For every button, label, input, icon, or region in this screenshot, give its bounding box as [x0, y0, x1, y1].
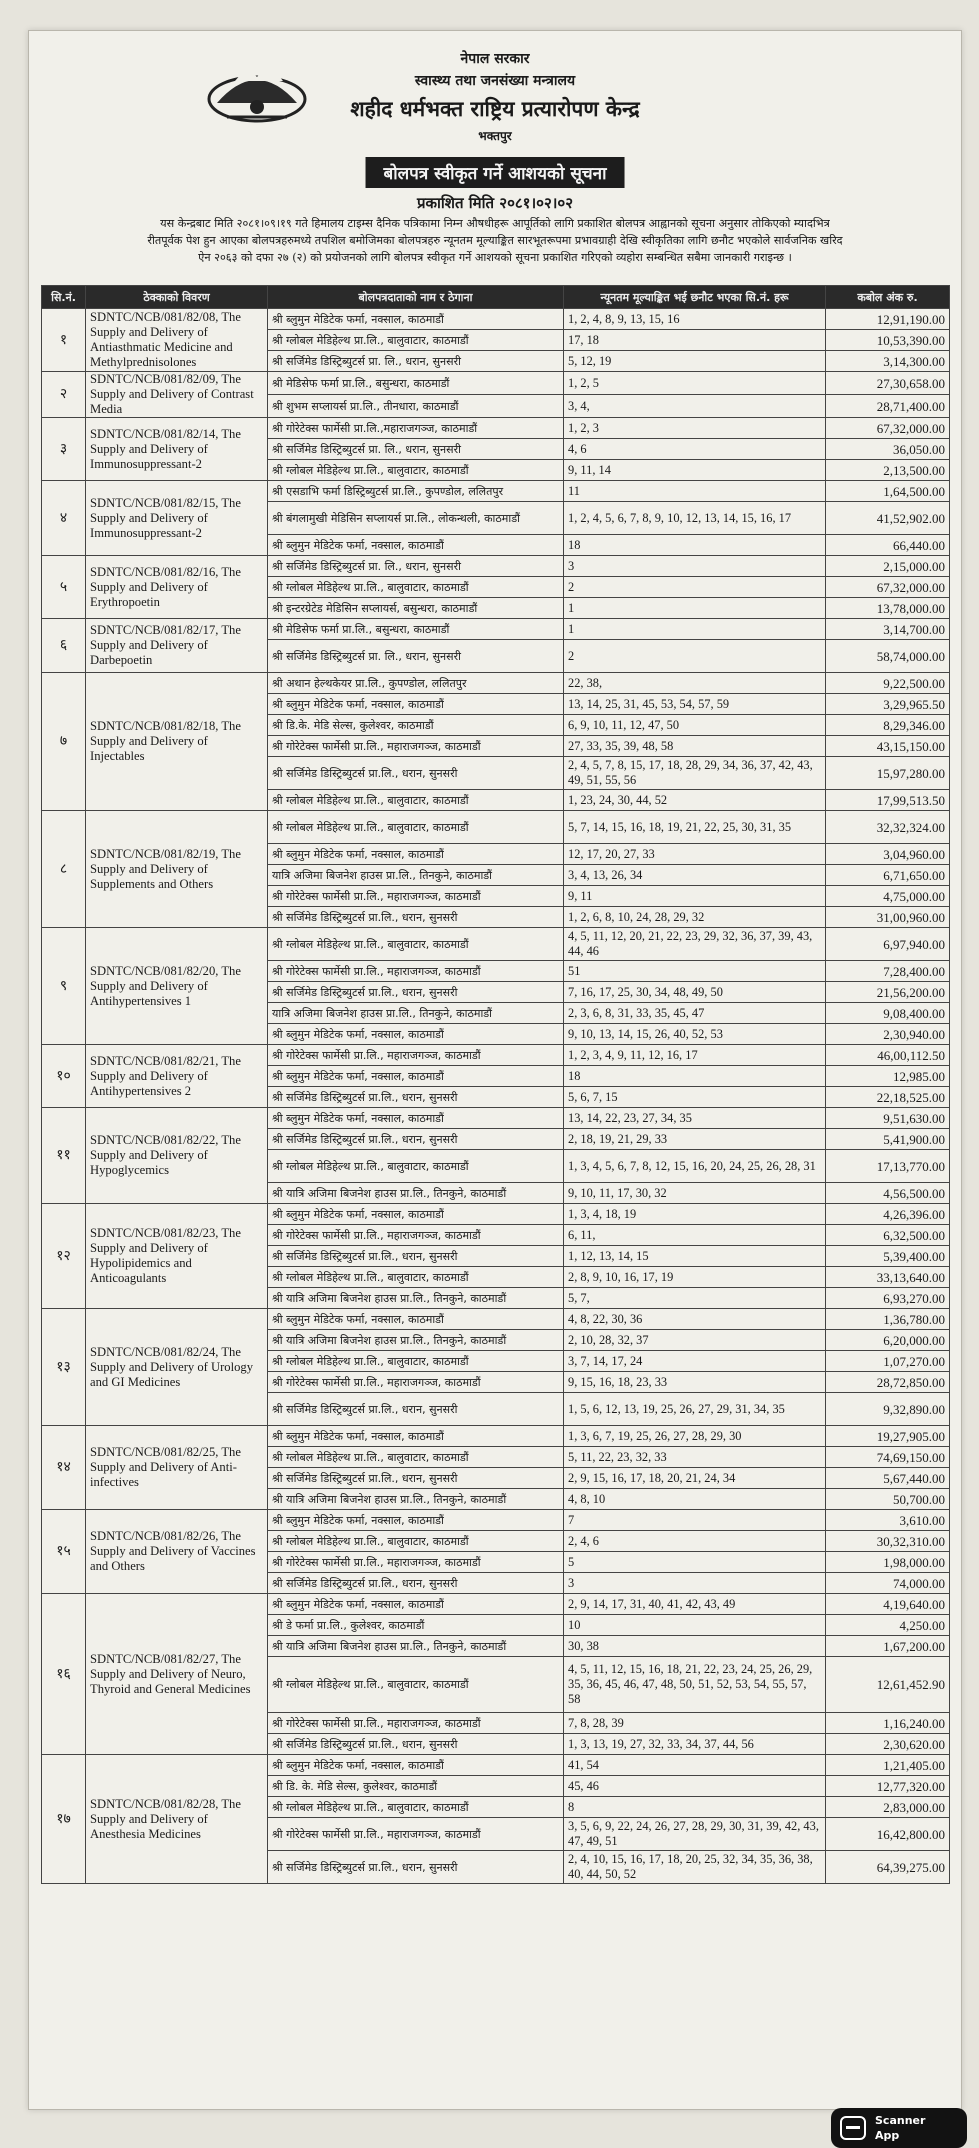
selected-items-cell: 18 — [564, 1066, 826, 1087]
serial-number-cell: ८ — [42, 811, 86, 928]
selected-items-cell: 2, 18, 19, 21, 29, 33 — [564, 1129, 826, 1150]
bidder-name-cell: श्री गोरेटेक्स फार्मेसी प्रा.लि., महाराजगञ्ज, काठमाडौं — [268, 1818, 564, 1851]
bid-amount-cell: 1,21,405.00 — [826, 1755, 950, 1776]
serial-number-cell: २ — [42, 372, 86, 418]
bidder-name-cell: श्री डि. के. मेडि सेल्स, कुलेश्वर, काठमाडौं — [268, 1776, 564, 1797]
bid-amount-cell: 2,83,000.00 — [826, 1797, 950, 1818]
bidder-name-cell: श्री यात्रि अजिमा बिजनेश हाउस प्रा.लि., तिनकुने, काठमाडौं — [268, 1330, 564, 1351]
bidder-name-cell: श्री गोरेटेक्स फार्मेसी प्रा.लि., महाराजगञ्ज, काठमाडौं — [268, 1225, 564, 1246]
serial-number-cell: ७ — [42, 673, 86, 811]
bid-amount-cell: 6,20,000.00 — [826, 1330, 950, 1351]
selected-items-cell: 2, 9, 15, 16, 17, 18, 20, 21, 24, 34 — [564, 1468, 826, 1489]
bid-amount-cell: 28,71,400.00 — [826, 395, 950, 418]
bidder-name-cell: श्री सर्जिमेड डिस्ट्रिब्युटर्स प्रा.लि., धरान, सुनसरी — [268, 982, 564, 1003]
table-body — [42, 309, 950, 1884]
contract-description-cell: SDNTC/NCB/081/82/08, The Supply and Delivery of Antiasthmatic Medicine and Methylprednisolones — [86, 309, 268, 372]
bidder-name-cell: श्री ग्लोबल मेडिहेल्थ प्रा.लि., बालुवाटार, काठमाडौं — [268, 1267, 564, 1288]
table-row — [42, 811, 950, 844]
selected-items-cell: 18 — [564, 535, 826, 556]
contract-description-cell: SDNTC/NCB/081/82/28, The Supply and Delivery of Anesthesia Medicines — [86, 1755, 268, 1884]
selected-items-cell: 1, 3, 4, 5, 6, 7, 8, 12, 15, 16, 20, 24, 25, 26, 28, 31 — [564, 1150, 826, 1183]
bidder-name-cell: श्री सर्जिमेड डिस्ट्रिब्युटर्स प्रा.लि., धरान, सुनसरी — [268, 1393, 564, 1426]
table-row — [42, 481, 950, 502]
bid-amount-cell: 6,97,940.00 — [826, 928, 950, 961]
col-header-bidder: बोलपत्रदाताको नाम र ठेगाना — [268, 286, 564, 309]
selected-items-cell: 5, 11, 22, 23, 32, 33 — [564, 1447, 826, 1468]
selected-items-cell: 30, 38 — [564, 1636, 826, 1657]
bidder-name-cell: श्री यात्रि अजिमा बिजनेश हाउस प्रा.लि., तिनकुने, काठमाडौं — [268, 1636, 564, 1657]
intro-line: रीतपूर्वक पेश हुन आएका बोलपत्रहरुमध्ये तपशिल बमोजिमका बोलपत्रहरु न्यूनतम मूल्याङ्कित सारभूतरूपमा प्रभावग्राही देखि स्वीकृतिका लागि छनौट भएकोले सार्वजनिक खरिद — [147, 234, 843, 247]
notice-title-banner: बोलपत्र स्वीकृत गर्ने आशयको सूचना — [366, 157, 625, 188]
bidder-name-cell: श्री इन्टरग्रेटेड मेडिसिन सप्लायर्स, बसुन्धरा, काठमाडौं — [268, 598, 564, 619]
bidder-name-cell: यात्रि अजिमा बिजनेश हाउस प्रा.लि., तिनकुने, काठमाडौं — [268, 865, 564, 886]
selected-items-cell: 2, 4, 5, 7, 8, 15, 17, 18, 28, 29, 34, 36, 37, 42, 43, 49, 51, 55, 56 — [564, 757, 826, 790]
bid-amount-cell: 6,71,650.00 — [826, 865, 950, 886]
selected-items-cell: 7 — [564, 1510, 826, 1531]
bid-amount-cell: 19,27,905.00 — [826, 1426, 950, 1447]
contract-description-cell: SDNTC/NCB/081/82/27, The Supply and Delivery of Neuro, Thyroid and General Medicines — [86, 1594, 268, 1755]
bid-amount-cell: 43,15,150.00 — [826, 736, 950, 757]
bid-amount-cell: 3,610.00 — [826, 1510, 950, 1531]
bid-amount-cell: 8,29,346.00 — [826, 715, 950, 736]
bid-amount-cell: 41,52,902.00 — [826, 502, 950, 535]
table-row — [42, 372, 950, 395]
selected-items-cell: 9, 10, 13, 14, 15, 26, 40, 52, 53 — [564, 1024, 826, 1045]
selected-items-cell: 6, 9, 10, 11, 12, 47, 50 — [564, 715, 826, 736]
bidder-name-cell: श्री ब्लुमुन मेडिटेक फर्मा, नक्साल, काठमाडौं — [268, 1309, 564, 1330]
selected-items-cell: 9, 11 — [564, 886, 826, 907]
bid-amount-cell: 3,14,700.00 — [826, 619, 950, 640]
contract-description-cell: SDNTC/NCB/081/82/19, The Supply and Delivery of Supplements and Others — [86, 811, 268, 928]
bidder-name-cell: श्री गोरेटेक्स फार्मेसी प्रा.लि., महाराजगञ्ज, काठमाडौं — [268, 1372, 564, 1393]
bidder-name-cell: श्री ब्लुमुन मेडिटेक फर्मा, नक्साल, काठमाडौं — [268, 694, 564, 715]
award-table — [41, 285, 950, 1884]
selected-items-cell: 2, 4, 10, 15, 16, 17, 18, 20, 25, 32, 34, 35, 36, 38, 40, 44, 50, 52 — [564, 1851, 826, 1884]
selected-items-cell: 1, 3, 13, 19, 27, 32, 33, 34, 37, 44, 56 — [564, 1734, 826, 1755]
contract-description-cell: SDNTC/NCB/081/82/24, The Supply and Delivery of Urology and GI Medicines — [86, 1309, 268, 1426]
bid-amount-cell: 1,64,500.00 — [826, 481, 950, 502]
selected-items-cell: 1, 23, 24, 30, 44, 52 — [564, 790, 826, 811]
bidder-name-cell: श्री ब्लुमुन मेडिटेक फर्मा, नक्साल, काठमाडौं — [268, 1024, 564, 1045]
bidder-name-cell: श्री सर्जिमेड डिस्ट्रिब्युटर्स प्रा.लि., धरान, सुनसरी — [268, 1851, 564, 1884]
bid-amount-cell: 9,08,400.00 — [826, 1003, 950, 1024]
bidder-name-cell: श्री ब्लुमुन मेडिटेक फर्मा, नक्साल, काठमाडौं — [268, 535, 564, 556]
bid-amount-cell: 4,75,000.00 — [826, 886, 950, 907]
bid-amount-cell: 74,69,150.00 — [826, 1447, 950, 1468]
bid-amount-cell: 27,30,658.00 — [826, 372, 950, 395]
bidder-name-cell: श्री गोरेटेक्स फार्मेसी प्रा.लि., महाराजगञ्ज, काठमाडौं — [268, 1713, 564, 1734]
table-row — [42, 928, 950, 961]
bid-amount-cell: 1,67,200.00 — [826, 1636, 950, 1657]
table-row — [42, 1594, 950, 1615]
selected-items-cell: 5 — [564, 1552, 826, 1573]
bidder-name-cell: श्री सर्जिमेड डिस्ट्रिब्युटर्स प्रा.लि., धरान, सुनसरी — [268, 757, 564, 790]
bidder-name-cell: श्री गोरेटेक्स फार्मेसी प्रा.लि., महाराजगञ्ज, काठमाडौं — [268, 961, 564, 982]
serial-number-cell: १२ — [42, 1204, 86, 1309]
bid-amount-cell: 1,36,780.00 — [826, 1309, 950, 1330]
selected-items-cell: 2, 8, 9, 10, 16, 17, 19 — [564, 1267, 826, 1288]
bidder-name-cell: श्री ग्लोबल मेडिहेल्थ प्रा.लि., बालुवाटार, काठमाडौं — [268, 790, 564, 811]
table-row — [42, 673, 950, 694]
bidder-name-cell: श्री डि.के. मेडि सेल्स, कुलेश्वर, काठमाडौं — [268, 715, 564, 736]
publish-date: प्रकाशित मिति २०८१।०२।०२ — [416, 194, 574, 212]
bid-amount-cell: 17,99,513.50 — [826, 790, 950, 811]
selected-items-cell: 3, 4, — [564, 395, 826, 418]
bid-amount-cell: 7,28,400.00 — [826, 961, 950, 982]
bid-amount-cell: 12,61,452.90 — [826, 1657, 950, 1713]
contract-description-cell: SDNTC/NCB/081/82/17, The Supply and Delivery of Darbepoetin — [86, 619, 268, 673]
selected-items-cell: 13, 14, 25, 31, 45, 53, 54, 57, 59 — [564, 694, 826, 715]
selected-items-cell: 1, 2, 5 — [564, 372, 826, 395]
serial-number-cell: ९ — [42, 928, 86, 1045]
selected-items-cell: 7, 16, 17, 25, 30, 34, 48, 49, 50 — [564, 982, 826, 1003]
selected-items-cell: 3 — [564, 1573, 826, 1594]
bid-amount-cell: 12,985.00 — [826, 1066, 950, 1087]
bidder-name-cell: श्री गोरेटेक्स फार्मेसी प्रा.लि., महाराजगञ्ज, काठमाडौं — [268, 736, 564, 757]
bid-amount-cell: 31,00,960.00 — [826, 907, 950, 928]
serial-number-cell: १३ — [42, 1309, 86, 1426]
bidder-name-cell: श्री यात्रि अजिमा बिजनेश हाउस प्रा.लि., तिनकुने, काठमाडौं — [268, 1183, 564, 1204]
col-header-contract: ठेक्काको विवरण — [86, 286, 268, 309]
selected-items-cell: 1, 5, 6, 12, 13, 19, 25, 26, 27, 29, 31, 34, 35 — [564, 1393, 826, 1426]
selected-items-cell: 6, 11, — [564, 1225, 826, 1246]
table-row — [42, 1204, 950, 1225]
bid-amount-cell: 33,13,640.00 — [826, 1267, 950, 1288]
serial-number-cell: ६ — [42, 619, 86, 673]
office-name: शहीद धर्मभक्त राष्ट्रिय प्रत्यारोपण केन्द्र — [350, 96, 640, 121]
bidder-name-cell: श्री सर्जिमेड डिस्ट्रिब्युटर्स प्रा.लि., धरान, सुनसरी — [268, 1468, 564, 1489]
col-header-items: न्यूनतम मूल्याङ्कित भई छनौट भएका सि.नं. हरू — [564, 286, 826, 309]
selected-items-cell: 3, 5, 6, 9, 22, 24, 26, 27, 28, 29, 30, 31, 39, 42, 43, 47, 49, 51 — [564, 1818, 826, 1851]
selected-items-cell: 9, 11, 14 — [564, 460, 826, 481]
contract-description-cell: SDNTC/NCB/081/82/26, The Supply and Delivery of Vaccines and Others — [86, 1510, 268, 1594]
bid-amount-cell: 36,050.00 — [826, 439, 950, 460]
selected-items-cell: 3, 4, 13, 26, 34 — [564, 865, 826, 886]
intro-line: ऐन २०६३ को दफा २७ (२) को प्रयोजनको लागि बोलपत्र स्वीकृत गर्ने आशयको सूचना प्रकाशित गरिएको व्यहोरा सम्बन्धित सबैमा जानकारी गराइन्छ । — [198, 251, 792, 264]
bidder-name-cell: श्री ग्लोबल मेडिहेल्थ प्रा.लि., बालुवाटार, काठमाडौं — [268, 1531, 564, 1552]
contract-description-cell: SDNTC/NCB/081/82/14, The Supply and Delivery of Immunosuppressant-2 — [86, 418, 268, 481]
bidder-name-cell: श्री सर्जिमेड डिस्ट्रिब्युटर्स प्रा. लि., धरान, सुनसरी — [268, 640, 564, 673]
selected-items-cell: 5, 7, — [564, 1288, 826, 1309]
bid-amount-cell: 1,07,270.00 — [826, 1351, 950, 1372]
bidder-name-cell: श्री सर्जिमेड डिस्ट्रिब्युटर्स प्रा.लि., धरान, सुनसरी — [268, 1129, 564, 1150]
bid-amount-cell: 67,32,000.00 — [826, 577, 950, 598]
serial-number-cell: १७ — [42, 1755, 86, 1884]
bidder-name-cell: श्री गोरेटेक्स फार्मेसी प्रा.लि., महाराजगञ्ज, काठमाडौं — [268, 1552, 564, 1573]
bid-amount-cell: 67,32,000.00 — [826, 418, 950, 439]
selected-items-cell: 51 — [564, 961, 826, 982]
bid-amount-cell: 16,42,800.00 — [826, 1818, 950, 1851]
selected-items-cell: 8 — [564, 1797, 826, 1818]
contract-description-cell: SDNTC/NCB/081/82/16, The Supply and Delivery of Erythropoetin — [86, 556, 268, 619]
selected-items-cell: 5, 12, 19 — [564, 351, 826, 372]
bidder-name-cell: श्री ग्लोबल मेडिहेल्थ प्रा.लि., बालुवाटार, काठमाडौं — [268, 1447, 564, 1468]
bidder-name-cell: श्री शुभम सप्लायर्स प्रा.लि., तीनधारा, काठमाडौं — [268, 395, 564, 418]
bid-amount-cell: 12,91,190.00 — [826, 309, 950, 330]
bid-amount-cell: 3,14,300.00 — [826, 351, 950, 372]
selected-items-cell: 17, 18 — [564, 330, 826, 351]
bid-amount-cell: 4,19,640.00 — [826, 1594, 950, 1615]
bidder-name-cell: श्री सर्जिमेड डिस्ट्रिब्युटर्स प्रा. लि., धरान, सुनसरी — [268, 439, 564, 460]
bidder-name-cell: श्री ब्लुमुन मेडिटेक फर्मा, नक्साल, काठमाडौं — [268, 1066, 564, 1087]
contract-description-cell: SDNTC/NCB/081/82/15, The Supply and Delivery of Immunosuppressant-2 — [86, 481, 268, 556]
bid-amount-cell: 4,26,396.00 — [826, 1204, 950, 1225]
bidder-name-cell: श्री ब्लुमुन मेडिटेक फर्मा, नक्साल, काठमाडौं — [268, 309, 564, 330]
bidder-name-cell: श्री अथान हेल्थकेयर प्रा.लि., कुपण्डोल, ललितपुर — [268, 673, 564, 694]
bid-amount-cell: 1,98,000.00 — [826, 1552, 950, 1573]
bid-amount-cell: 13,78,000.00 — [826, 598, 950, 619]
bidder-name-cell: श्री सर्जिमेड डिस्ट्रिब्युटर्स प्रा.लि., धरान, सुनसरी — [268, 1573, 564, 1594]
selected-items-cell: 2, 3, 6, 8, 31, 33, 35, 45, 47 — [564, 1003, 826, 1024]
selected-items-cell: 4, 8, 10 — [564, 1489, 826, 1510]
ministry-name: स्वास्थ्य तथा जनसंख्या मन्त्रालय — [414, 73, 576, 89]
bidder-name-cell: श्री गोरेटेक्स फार्मेसी प्रा.लि.,महाराजगञ्ज, काठमाडौं — [268, 418, 564, 439]
selected-items-cell: 11 — [564, 481, 826, 502]
bid-amount-cell: 5,67,440.00 — [826, 1468, 950, 1489]
selected-items-cell: 12, 17, 20, 27, 33 — [564, 844, 826, 865]
selected-items-cell: 3 — [564, 556, 826, 577]
bidder-name-cell: श्री ग्लोबल मेडिहेल्थ प्रा.लि., बालुवाटार, काठमाडौं — [268, 1351, 564, 1372]
bid-amount-cell: 28,72,850.00 — [826, 1372, 950, 1393]
intro-line: यस केन्द्रबाट मिति २०८१।०९।१९ गते हिमालय टाइम्स दैनिक पत्रिकामा निम्न औषधीहरू आपूर्तिको लागि प्रकाशित बोलपत्र आह्वानको सूचना अनुसार तोकिएको म्यादभित्र — [160, 217, 830, 230]
selected-items-cell: 2, 10, 28, 32, 37 — [564, 1330, 826, 1351]
table-row — [42, 309, 950, 330]
bid-amount-cell: 2,30,940.00 — [826, 1024, 950, 1045]
bidder-name-cell: श्री ग्लोबल मेडिहेल्थ प्रा.लि., बालुवाटार, काठमाडौं — [268, 460, 564, 481]
bidder-name-cell: श्री ग्लोबल मेडिहेल्थ प्रा.लि., बालुवाटार, काठमाडौं — [268, 1657, 564, 1713]
contract-description-cell: SDNTC/NCB/081/82/23, The Supply and Delivery of Hypolipidemics and Anticoagulants — [86, 1204, 268, 1309]
col-header-amount: कबोल अंक रु. — [826, 286, 950, 309]
bidder-name-cell: श्री ग्लोबल मेडिहेल्थ प्रा.लि., बालुवाटार, काठमाडौं — [268, 1797, 564, 1818]
bidder-name-cell: श्री सर्जिमेड डिस्ट्रिब्युटर्स प्रा.लि., धरान, सुनसरी — [268, 1734, 564, 1755]
selected-items-cell: 4, 8, 22, 30, 36 — [564, 1309, 826, 1330]
bidder-name-cell: श्री ग्लोबल मेडिहेल्थ प्रा.लि., बालुवाटार, काठमाडौं — [268, 577, 564, 598]
bid-amount-cell: 21,56,200.00 — [826, 982, 950, 1003]
bidder-name-cell: श्री सर्जिमेड डिस्ट्रिब्युटर्स प्रा.लि., धरान, सुनसरी — [268, 1246, 564, 1267]
bidder-name-cell: श्री बंगलामुखी मेडिसिन सप्लायर्स प्रा.लि., लोकन्थली, काठमाडौं — [268, 502, 564, 535]
bid-amount-cell: 3,29,965.50 — [826, 694, 950, 715]
contract-description-cell: SDNTC/NCB/081/82/25, The Supply and Delivery of Anti-infectives — [86, 1426, 268, 1510]
bid-amount-cell: 4,56,500.00 — [826, 1183, 950, 1204]
serial-number-cell: १६ — [42, 1594, 86, 1755]
bid-amount-cell: 50,700.00 — [826, 1489, 950, 1510]
bidder-name-cell: श्री गोरेटेक्स फार्मेसी प्रा.लि., महाराजगञ्ज, काठमाडौं — [268, 886, 564, 907]
selected-items-cell: 1, 2, 3 — [564, 418, 826, 439]
selected-items-cell: 1, 2, 6, 8, 10, 24, 28, 29, 32 — [564, 907, 826, 928]
selected-items-cell: 1 — [564, 619, 826, 640]
selected-items-cell: 2, 9, 14, 17, 31, 40, 41, 42, 43, 49 — [564, 1594, 826, 1615]
bidder-name-cell: श्री सर्जिमेड डिस्ट्रिब्युटर्स प्रा.लि., धरान, सुनसरी — [268, 1087, 564, 1108]
bidder-name-cell: श्री ब्लुमुन मेडिटेक फर्मा, नक्साल, काठमाडौं — [268, 1108, 564, 1129]
watermark-line: App — [875, 2129, 900, 2142]
bid-amount-cell: 22,18,525.00 — [826, 1087, 950, 1108]
contract-description-cell: SDNTC/NCB/081/82/18, The Supply and Delivery of Injectables — [86, 673, 268, 811]
bidder-name-cell: यात्रि अजिमा बिजनेश हाउस प्रा.लि., तिनकुने, काठमाडौं — [268, 1003, 564, 1024]
govt-name: नेपाल सरकार — [460, 51, 530, 67]
bid-amount-cell: 74,000.00 — [826, 1573, 950, 1594]
table-row — [42, 1755, 950, 1776]
bid-amount-cell: 32,32,324.00 — [826, 811, 950, 844]
selected-items-cell: 5, 6, 7, 15 — [564, 1087, 826, 1108]
table-row — [42, 1426, 950, 1447]
selected-items-cell: 45, 46 — [564, 1776, 826, 1797]
serial-number-cell: ३ — [42, 418, 86, 481]
selected-items-cell: 2 — [564, 577, 826, 598]
selected-items-cell: 7, 8, 28, 39 — [564, 1713, 826, 1734]
selected-items-cell: 10 — [564, 1615, 826, 1636]
contract-description-cell: SDNTC/NCB/081/82/21, The Supply and Delivery of Antihypertensives 2 — [86, 1045, 268, 1108]
bidder-name-cell: श्री सर्जिमेड डिस्ट्रिब्युटर्स प्रा.लि., धरान, सुनसरी — [268, 907, 564, 928]
bidder-name-cell: श्री यात्रि अजिमा बिजनेश हाउस प्रा.लि., तिनकुने, काठमाडौं — [268, 1489, 564, 1510]
serial-number-cell: १४ — [42, 1426, 86, 1510]
bidder-name-cell: श्री ब्लुमुन मेडिटेक फर्मा, नक्साल, काठमाडौं — [268, 1426, 564, 1447]
bidder-name-cell: श्री ब्लुमुन मेडिटेक फर्मा, नक्साल, काठमाडौं — [268, 1510, 564, 1531]
selected-items-cell: 4, 5, 11, 12, 20, 21, 22, 23, 29, 32, 36, 37, 39, 43, 44, 46 — [564, 928, 826, 961]
bidder-name-cell: श्री मेडिसेफ फर्मा प्रा.लि., बसुन्धरा, काठमाडौं — [268, 372, 564, 395]
watermark-line: Scanner — [875, 2114, 926, 2127]
selected-items-cell: 1, 2, 3, 4, 9, 11, 12, 16, 17 — [564, 1045, 826, 1066]
selected-items-cell: 1, 3, 6, 7, 19, 25, 26, 27, 28, 29, 30 — [564, 1426, 826, 1447]
bid-amount-cell: 1,16,240.00 — [826, 1713, 950, 1734]
notice-header — [29, 31, 961, 264]
bidder-name-cell: श्री ग्लोबल मेडिहेल्थ प्रा.लि., बालुवाटार, काठमाडौं — [268, 811, 564, 844]
scanner-logo-icon — [840, 2116, 866, 2140]
selected-items-cell: 4, 5, 11, 12, 15, 16, 18, 21, 22, 23, 24, 25, 26, 29, 35, 36, 45, 46, 47, 48, 50, 51, 52, 53, 54, 55, 57, 58 — [564, 1657, 826, 1713]
bidder-name-cell: श्री ग्लोबल मेडिहेल्थ प्रा.लि., बालुवाटार, काठमाडौं — [268, 330, 564, 351]
contract-description-cell: SDNTC/NCB/081/82/20, The Supply and Delivery of Antihypertensives 1 — [86, 928, 268, 1045]
selected-items-cell: 41, 54 — [564, 1755, 826, 1776]
bid-amount-cell: 30,32,310.00 — [826, 1531, 950, 1552]
bid-amount-cell: 58,74,000.00 — [826, 640, 950, 673]
bid-amount-cell: 5,41,900.00 — [826, 1129, 950, 1150]
contract-description-cell: SDNTC/NCB/081/82/09, The Supply and Delivery of Contrast Media — [86, 372, 268, 418]
intro-paragraph — [41, 215, 949, 266]
office-location: भक्तपुर — [478, 129, 512, 143]
bid-amount-cell: 66,440.00 — [826, 535, 950, 556]
bidder-name-cell: श्री सर्जिमेड डिस्ट्रिब्युटर्स प्रा. लि., धरान, सुनसरी — [268, 351, 564, 372]
bid-amount-cell: 17,13,770.00 — [826, 1150, 950, 1183]
serial-number-cell: १५ — [42, 1510, 86, 1594]
bid-amount-cell: 2,13,500.00 — [826, 460, 950, 481]
bidder-name-cell: श्री ब्लुमुन मेडिटेक फर्मा, नक्साल, काठमाडौं — [268, 1204, 564, 1225]
selected-items-cell: 9, 15, 16, 18, 23, 33 — [564, 1372, 826, 1393]
bid-amount-cell: 6,93,270.00 — [826, 1288, 950, 1309]
bid-amount-cell: 9,22,500.00 — [826, 673, 950, 694]
bid-amount-cell: 9,51,630.00 — [826, 1108, 950, 1129]
contract-description-cell: SDNTC/NCB/081/82/22, The Supply and Delivery of Hypoglycemics — [86, 1108, 268, 1204]
bidder-name-cell: श्री यात्रि अजिमा बिजनेश हाउस प्रा.लि., तिनकुने, काठमाडौं — [268, 1288, 564, 1309]
selected-items-cell: 1, 2, 4, 5, 6, 7, 8, 9, 10, 12, 13, 14, 15, 16, 17 — [564, 502, 826, 535]
bidder-name-cell: श्री एसडाभि फर्मा डिस्ट्रिब्युटर्स प्रा.लि., कुपण्डोल, ललितपुर — [268, 481, 564, 502]
scanner-app-watermark — [831, 2108, 967, 2148]
bidder-name-cell: श्री ब्लुमुन मेडिटेक फर्मा, नक्साल, काठमाडौं — [268, 1594, 564, 1615]
selected-items-cell: 1, 12, 13, 14, 15 — [564, 1246, 826, 1267]
serial-number-cell: १ — [42, 309, 86, 372]
table-row — [42, 1309, 950, 1330]
selected-items-cell: 1, 3, 4, 18, 19 — [564, 1204, 826, 1225]
bidder-name-cell: श्री ब्लुमुन मेडिटेक फर्मा, नक्साल, काठमाडौं — [268, 844, 564, 865]
bid-amount-cell: 6,32,500.00 — [826, 1225, 950, 1246]
selected-items-cell: 13, 14, 22, 23, 27, 34, 35 — [564, 1108, 826, 1129]
bid-amount-cell: 5,39,400.00 — [826, 1246, 950, 1267]
table-row — [42, 418, 950, 439]
bid-amount-cell: 46,00,112.50 — [826, 1045, 950, 1066]
selected-items-cell: 2, 4, 6 — [564, 1531, 826, 1552]
selected-items-cell: 4, 6 — [564, 439, 826, 460]
table-row — [42, 1045, 950, 1066]
bid-amount-cell: 3,04,960.00 — [826, 844, 950, 865]
serial-number-cell: ४ — [42, 481, 86, 556]
serial-number-cell: ११ — [42, 1108, 86, 1204]
selected-items-cell: 9, 10, 11, 17, 30, 32 — [564, 1183, 826, 1204]
table-row — [42, 1510, 950, 1531]
selected-items-cell: 3, 7, 14, 17, 24 — [564, 1351, 826, 1372]
table-row — [42, 619, 950, 640]
bid-amount-cell: 15,97,280.00 — [826, 757, 950, 790]
bidder-name-cell: श्री डे फर्मा प्रा.लि., कुलेश्वर, काठमाडौं — [268, 1615, 564, 1636]
bid-amount-cell: 2,30,620.00 — [826, 1734, 950, 1755]
bidder-name-cell: श्री मेडिसेफ फर्मा प्रा.लि., बसुन्धरा, काठमाडौं — [268, 619, 564, 640]
bidder-name-cell: श्री ग्लोबल मेडिहेल्थ प्रा.लि., बालुवाटार, काठमाडौं — [268, 928, 564, 961]
bidder-name-cell: श्री गोरेटेक्स फार्मेसी प्रा.लि., महाराजगञ्ज, काठमाडौं — [268, 1045, 564, 1066]
bid-amount-cell: 12,77,320.00 — [826, 1776, 950, 1797]
selected-items-cell: 2 — [564, 640, 826, 673]
notice-sheet — [28, 30, 962, 2142]
selected-items-cell: 27, 33, 35, 39, 48, 58 — [564, 736, 826, 757]
bid-amount-cell: 2,15,000.00 — [826, 556, 950, 577]
serial-number-cell: ५ — [42, 556, 86, 619]
bid-amount-cell: 4,250.00 — [826, 1615, 950, 1636]
selected-items-cell: 1, 2, 4, 8, 9, 13, 15, 16 — [564, 309, 826, 330]
bid-amount-cell: 64,39,275.00 — [826, 1851, 950, 1884]
table-row — [42, 1108, 950, 1129]
col-header-sn: सि.नं. — [42, 286, 86, 309]
bidder-name-cell: श्री ग्लोबल मेडिहेल्थ प्रा.लि., बालुवाटार, काठमाडौं — [268, 1150, 564, 1183]
selected-items-cell: 5, 7, 14, 15, 16, 18, 19, 21, 22, 25, 30, 31, 35 — [564, 811, 826, 844]
serial-number-cell: १० — [42, 1045, 86, 1108]
bidder-name-cell: श्री ब्लुमुन मेडिटेक फर्मा, नक्साल, काठमाडौं — [268, 1755, 564, 1776]
selected-items-cell: 1 — [564, 598, 826, 619]
table-header-row — [42, 286, 950, 309]
bidder-name-cell: श्री सर्जिमेड डिस्ट्रिब्युटर्स प्रा. लि., धरान, सुनसरी — [268, 556, 564, 577]
bid-amount-cell: 10,53,390.00 — [826, 330, 950, 351]
bid-amount-cell: 9,32,890.00 — [826, 1393, 950, 1426]
selected-items-cell: 22, 38, — [564, 673, 826, 694]
table-row — [42, 556, 950, 577]
